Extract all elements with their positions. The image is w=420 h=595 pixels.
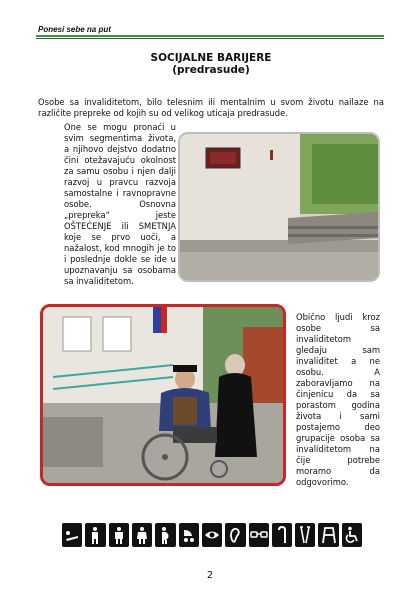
stroller-icon [179, 523, 199, 547]
intro-paragraph: Osobe sa invaliditetom, bilo telesnim ili mentalnim u svom životu nailaze na različite prepreke od kojih su od velikog uticaja predrasude. [38, 97, 384, 118]
header-rule-dark [36, 38, 384, 39]
body-paragraph-right: Obično ljudi kroz osobe sa invaliditetom gledaju sam invaliditet a ne osobu. A zaboravljamo na činjenicu da sa porastom godina života i sami postajemo deo grupacije osoba sa invaliditetom na čije potrebe moramo da odgovorimo. [296, 312, 380, 487]
glasses-icon [249, 523, 269, 547]
section-title [38, 52, 384, 76]
running-header: Ponesi sebe na put [38, 25, 111, 34]
eye-icon [202, 523, 222, 547]
photo-building-ramp [178, 132, 380, 282]
adult-person-icon [85, 523, 105, 547]
section-title-sub: (predrasude) [172, 64, 250, 76]
photo-building-ramp-image [180, 134, 378, 280]
photo-wheelchair-users-image [43, 307, 283, 483]
photo-wheelchair-users [40, 304, 286, 486]
wheelchair-icon [342, 523, 362, 547]
pictogram-row [62, 523, 362, 549]
crutches-icon [295, 523, 315, 547]
section-title-main: SOCIJALNE BARIJERE [150, 52, 272, 64]
pregnant-woman-icon [155, 523, 175, 547]
page-number: 2 [206, 570, 214, 581]
cane-icon [272, 523, 292, 547]
ear-icon [225, 523, 245, 547]
adult-person-icon [132, 523, 152, 547]
adult-person-icon [109, 523, 129, 547]
body-paragraph-left: One se mogu pronaći u svim segmentima života, a njihovo dejstvo dodatno čini otežavajuću okolnost za samu osobu i njen dalji razvoj u pravcu razvoja samostalne i ravnopravne osobe. Osnovna „prepreka“ jeste OŠTEĆENJE ili SMETNJA koje se prvo uoči, a nažalost, kod mnogih je to i poslednje dokle se ide u upoznavanju sa osobama sa invaliditetom. [64, 122, 176, 286]
reclining-person-icon [62, 523, 82, 547]
header-rule-green [36, 35, 384, 37]
walker-icon [318, 523, 338, 547]
